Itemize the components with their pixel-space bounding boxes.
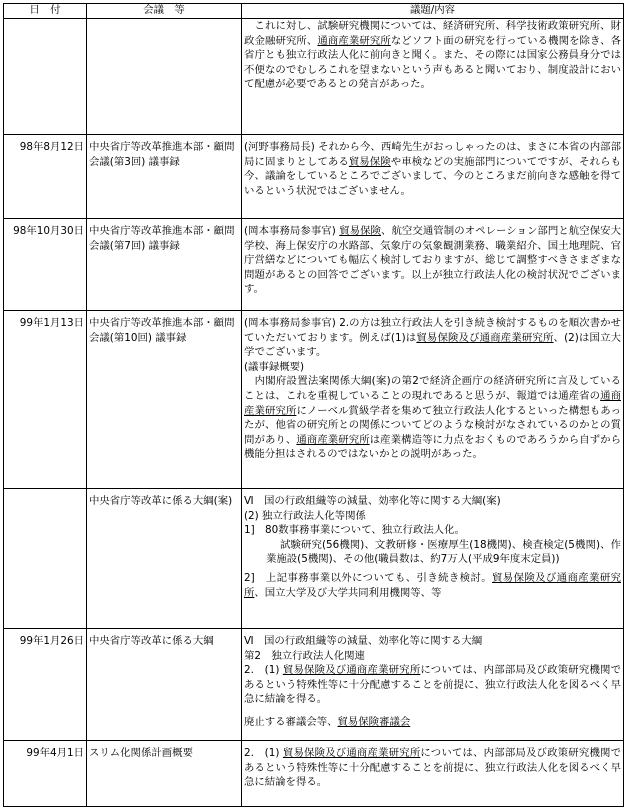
outline-heading: Ⅵ 国の行政組織等の減量、効率化等に関する大綱(案) bbox=[244, 495, 501, 507]
content-paragraph: (岡本事務局参事官) 2.の方は独立行政法人を引き続き検討するものを順次書かせていただいております。例えば(1)は貿易保険及び通商産業研究所、(2)は国立大学でございます。 bbox=[244, 317, 622, 359]
header-meeting: 会議 等 bbox=[87, 4, 242, 19]
meeting-cell: 中央省庁等改革に係る大綱 bbox=[87, 629, 242, 741]
content-cell bbox=[242, 311, 624, 489]
meeting-cell bbox=[87, 19, 242, 135]
table-row bbox=[4, 219, 624, 311]
table-row bbox=[4, 489, 624, 629]
outline-subheading: (2) 独立行政法人化等関係 bbox=[244, 509, 366, 522]
summary-title: (議事録概要) bbox=[244, 360, 305, 373]
content-paragraph: 内閣府設置法案関係大綱(案)の第2で経済企画庁の経済研究所に言及していることは、これを重視していることの現れであると思うが、報道では通産省の通商産業研究所にノーベル賞級学者を集めて独立行政法人化するといった構想もあったが、他省の研究所との関係についてどのような検討がなされているのかとの質問があり、通商産業研究所は産業構造等に力点をおくものであろうから自ずから機能分担はされるのではないかとの説明があった。 bbox=[244, 375, 622, 461]
content-cell bbox=[242, 629, 624, 741]
underlined-term: 通商産業研究所 bbox=[296, 433, 370, 446]
date-cell: 99年1月26日 bbox=[4, 629, 87, 741]
meeting-cell: 中央省庁等改革に係る大綱(案) bbox=[87, 489, 242, 629]
content-cell bbox=[242, 219, 624, 311]
outline-subheading: 第2 独立行政法人化関連 bbox=[244, 649, 365, 662]
date-cell: 98年10月30日 bbox=[4, 219, 87, 311]
document-table bbox=[3, 3, 624, 807]
underlined-term: 貿易保険及び通商産業研究所 bbox=[244, 571, 621, 599]
outline-detail: 試験研究(56機関)、文教研修・医療厚生(18機関)、検査検定(5機関)、作業施設(5機関)、その他(職員数は、約7万人(平成9年度末定員)) bbox=[266, 538, 621, 566]
underlined-term: 貿易保険 bbox=[339, 225, 382, 237]
header-content: 議題/内容 bbox=[242, 4, 624, 19]
content-paragraph: (河野事務局長) それから今、西崎先生がおっしゃったのは、まさに本省の内部部局に固まりとしてある貿易保険や車検などの実施部門についてですが、それらも今、議論をしているところでございまして、今のところまだ前向きな感触を得ているという状況ではございません。 bbox=[244, 141, 622, 197]
underlined-term: 貿易保険及び通商産業研究所 bbox=[282, 747, 421, 759]
table-row bbox=[4, 19, 624, 135]
meeting-cell: 中央省庁等改革推進本部・顧問会議(第3回) 議事録 bbox=[87, 135, 242, 219]
underlined-term: 通商産業研究所 bbox=[244, 389, 622, 417]
date-cell bbox=[4, 19, 87, 135]
outline-item: 2] 上記事務事業以外についても、引き続き検討。貿易保険及び通商産業研究所、国立大学及び大学共同利用機関等、等 bbox=[244, 571, 621, 599]
meeting-cell: スリム化関係計画概要 bbox=[87, 741, 242, 807]
meeting-cell: 中央省庁等改革推進本部・顧問会議(第10回) 議事録 bbox=[87, 311, 242, 489]
underlined-term: 貿易保険審議会 bbox=[337, 715, 411, 728]
date-cell: 98年8月12日 bbox=[4, 135, 87, 219]
header-date: 日 付 bbox=[4, 4, 87, 19]
table-row bbox=[4, 629, 624, 741]
underlined-term: 貿易保険及び通商産業研究所 bbox=[416, 331, 554, 344]
date-cell bbox=[4, 489, 87, 629]
outline-item: 廃止する審議会等、貿易保険審議会 bbox=[244, 715, 411, 728]
date-cell: 99年4月1日 bbox=[4, 741, 87, 807]
underlined-term: 通商産業研究所 bbox=[317, 34, 391, 47]
content-cell bbox=[242, 741, 624, 807]
outline-heading: Ⅵ 国の行政組織等の減量、効率化等に関する大綱 bbox=[244, 635, 483, 647]
header-row bbox=[4, 4, 624, 19]
meeting-cell: 中央省庁等改革推進本部・顧問会議(第7回) 議事録 bbox=[87, 219, 242, 311]
content-paragraph: 2. (1) 貿易保険及び通商産業研究所については、内部部局及び政策研究機関であるという特殊性等に十分配慮することを前提に、独立行政法人化を図るべく早急に結論を得る。 bbox=[244, 747, 621, 789]
date-cell: 99年1月13日 bbox=[4, 311, 87, 489]
table-row bbox=[4, 135, 624, 219]
outline-item: 2. (1) 貿易保険及び通商産業研究所については、内部部局及び政策研究機関であるという特殊性等に十分配慮することを前提に、独立行政法人化を図るべく早急に結論を得る。 bbox=[244, 664, 621, 706]
underlined-term: 貿易保険 bbox=[348, 155, 391, 168]
content-cell bbox=[242, 19, 624, 135]
content-cell bbox=[242, 135, 624, 219]
outline-item: 1] 80数事務事業について、独立行政法人化。 bbox=[244, 524, 465, 537]
content-paragraph: (岡本事務局参事官) 貿易保険、航空交通管制のオペレーション部門と航空保安大学校、海上保安庁の水路部、気象庁の気象観測業務、職業紹介、国土地理院、官庁営繕などについても幅広く検討しておりますが、総じて調整すべきさまざまな問題があるとの回答でございます。以上が独立行政法人化の検討状況でございます。 bbox=[244, 225, 621, 296]
content-cell bbox=[242, 489, 624, 629]
underlined-term: 貿易保険及び通商産業研究所 bbox=[282, 664, 421, 677]
content-paragraph: これに対し、試験研究機関については、経済研究所、科学技術政策研究所、財政金融研究所、通商産業研究所などソフト面の研究を行っている機関を除き、各省庁とも独立行政法人化に前向きと聞く。また、その際には国家公務員身分では不便なのでむしろこれを望まないという声もあると聞いており、制度設計において配慮が必要であるとの発言があった。 bbox=[244, 20, 621, 91]
table-row bbox=[4, 741, 624, 807]
table-row bbox=[4, 311, 624, 489]
